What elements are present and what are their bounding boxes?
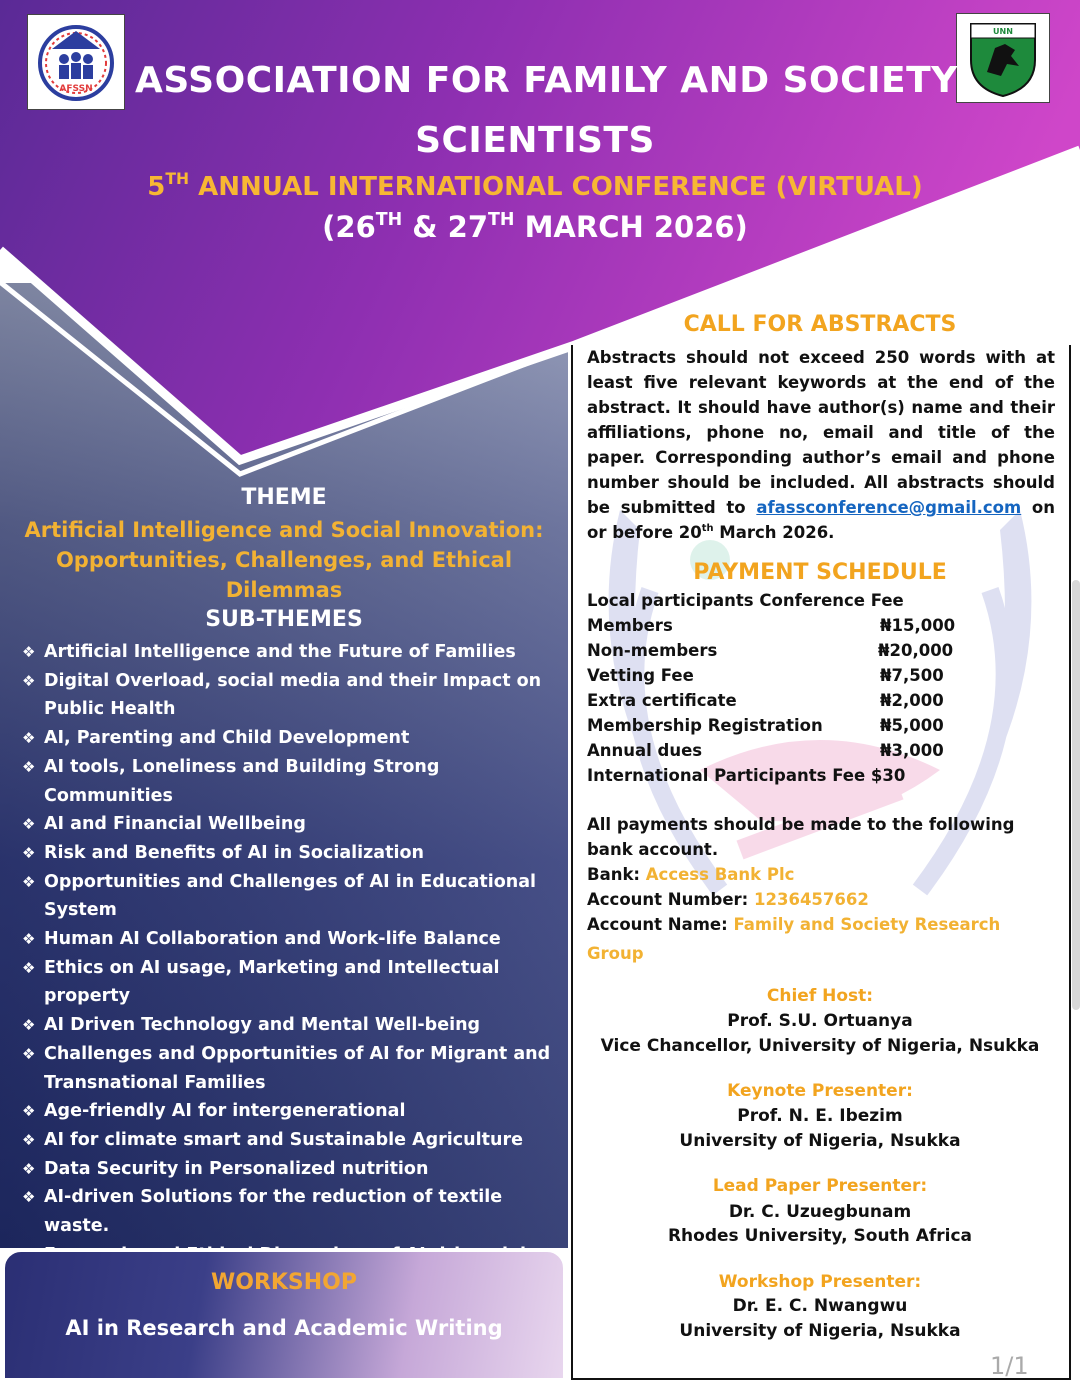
workshop-topic: AI in Research and Academic Writing	[65, 1316, 503, 1340]
bullet-icon: ❖	[22, 729, 36, 748]
university-crest-icon	[957, 14, 1049, 102]
lead-paper-affiliation: Rhodes University, South Africa	[667, 1226, 973, 1246]
subtheme-text: Age-friendly AI for intergenerational	[44, 1101, 406, 1122]
list-item	[22, 1097, 562, 1126]
conference-line	[0, 172, 1070, 202]
subthemes-heading: SUB-THEMES	[205, 607, 363, 632]
account-number-row	[587, 890, 869, 909]
fee-label-non-members: Non-members	[587, 641, 718, 660]
bank-name-row	[587, 865, 794, 884]
page-indicator: 1/1	[990, 1352, 1029, 1380]
fee-label-vetting: Vetting Fee	[587, 666, 694, 685]
bullet-icon: ❖	[22, 872, 36, 891]
workshop-presenter-affiliation: University of Nigeria, Nsukka	[679, 1321, 961, 1341]
keynote-name: Prof. N. E. Ibezim	[737, 1106, 903, 1126]
theme-heading: THEME	[241, 485, 327, 510]
submission-email-link[interactable]: afassconference@gmail.com	[756, 498, 1022, 517]
chief-host-title: Chief Host:	[766, 986, 874, 1006]
subtheme-text: Digital Overload, social media and their Impact on Public Health	[44, 670, 542, 720]
conference-name: ANNUAL INTERNATIONAL CONFERENCE (VIRTUAL)	[189, 172, 923, 202]
subtheme-text: Artificial Intelligence and the Future of Families	[44, 642, 516, 662]
chief-host-name: Prof. S.U. Ortuanya	[727, 1011, 913, 1031]
list-item	[22, 638, 562, 667]
university-logo	[956, 13, 1050, 103]
workshop-presenter-title: Workshop Presenter:	[718, 1272, 922, 1292]
list-item	[22, 810, 562, 839]
bullet-icon: ❖	[22, 671, 36, 690]
subtheme-text: Human AI Collaboration and Work-life Balance	[44, 929, 501, 950]
workshop-presenter-name: Dr. E. C. Nwangwu	[732, 1296, 908, 1316]
account-name-value-continued: Group	[587, 944, 644, 963]
chief-host-affiliation: Vice Chancellor, University of Nigeria, Nsukka	[600, 1036, 1040, 1056]
deadline-suffix: th	[701, 523, 714, 535]
bullet-icon: ❖	[22, 1044, 36, 1063]
local-fee-label: Local participants Conference Fee	[587, 591, 904, 610]
account-number-value: 1236457662	[754, 890, 869, 909]
account-name-value: Family and Society Research	[733, 915, 1001, 934]
bullet-icon: ❖	[22, 643, 36, 661]
bullet-icon: ❖	[22, 1188, 36, 1207]
payment-schedule-heading: PAYMENT SCHEDULE	[693, 560, 947, 585]
list-item	[22, 1183, 562, 1240]
subtheme-text: AI-driven Solutions for the reduction of textile waste.	[44, 1187, 503, 1237]
list-item	[22, 753, 562, 810]
conference-ordinal-suffix: TH	[165, 170, 190, 189]
subtheme-text: AI for climate smart and Sustainable Agriculture	[44, 1129, 523, 1150]
svg-text:AFSSN: AFSSN	[59, 84, 93, 94]
bullet-icon: ❖	[22, 1159, 36, 1178]
subtheme-text: Opportunities and Challenges of AI in Educational System	[44, 871, 537, 921]
fee-amount-membership-registration: ₦5,000	[880, 716, 944, 735]
list-item	[22, 1155, 562, 1184]
payment-intro-line-2: bank account.	[587, 840, 719, 859]
bank-value: Access Bank Plc	[645, 865, 795, 884]
list-item	[22, 839, 562, 868]
fee-label-extra-certificate: Extra certificate	[587, 691, 737, 710]
date-start: (26	[322, 210, 376, 244]
list-item	[22, 667, 562, 724]
bullet-icon: ❖	[22, 1016, 36, 1035]
subtheme-text: Risk and Benefits of AI in Socialization	[44, 842, 424, 863]
list-item	[22, 1040, 562, 1097]
scrollbar-handle[interactable]	[1072, 580, 1080, 1010]
subthemes-list	[22, 638, 562, 1327]
fee-amount-annual-dues: ₦3,000	[880, 741, 944, 760]
keynote-title: Keynote Presenter:	[727, 1081, 913, 1101]
conference-ordinal: 5	[147, 172, 166, 202]
theme-text-line-2: Opportunities, Challenges, and Ethical	[55, 548, 513, 572]
subtheme-text: Data Security in Personalized nutrition	[44, 1158, 429, 1179]
list-item	[22, 1011, 562, 1040]
fee-amount-members: ₦15,000	[880, 616, 956, 635]
title-line-1: ASSOCIATION FOR FAMILY AND SOCIETY	[135, 60, 958, 101]
list-item	[22, 724, 562, 753]
subtheme-text: AI tools, Loneliness and Building Strong Communities	[44, 756, 440, 806]
fee-amount-extra-certificate: ₦2,000	[880, 691, 944, 710]
bullet-icon: ❖	[22, 757, 36, 776]
bullet-icon: ❖	[22, 843, 36, 862]
international-fee: International Participants Fee $30	[587, 766, 906, 785]
fee-amount-vetting: ₦7,500	[880, 666, 944, 685]
abstract-deadline-text: on or before 20	[587, 498, 1055, 542]
workshop-heading: WORKSHOP	[210, 1270, 358, 1295]
list-item	[22, 954, 562, 1011]
fee-label-members: Members	[587, 616, 673, 635]
keynote-affiliation: University of Nigeria, Nsukka	[679, 1131, 961, 1151]
title-line-2: SCIENTISTS	[415, 120, 655, 161]
bullet-icon: ❖	[22, 1102, 36, 1121]
list-item	[22, 1126, 562, 1155]
svg-text:UNN: UNN	[993, 27, 1013, 36]
abstract-text: Abstracts should not exceed 250 words with at least five relevant keywords at the end of the abstract. It should have author(s) name and their affiliations, phone no, email and title of the paper. Corresponding author’s email and phone number should be included. All abstracts should be submitted to	[587, 348, 1055, 517]
account-name-row-continued	[587, 944, 644, 963]
lead-paper-name: Dr. C. Uzuegbunam	[728, 1202, 912, 1222]
payment-intro-line-1: All payments should be made to the following	[587, 815, 1015, 834]
conference-dates	[0, 210, 1070, 244]
date-end: & 27	[402, 210, 489, 244]
date-month-year: MARCH 2026)	[514, 210, 748, 244]
subtheme-text: AI and Financial Wellbeing	[44, 814, 306, 835]
association-logo	[27, 14, 125, 110]
account-name-label: Account Name:	[587, 915, 734, 934]
lead-paper-title: Lead Paper Presenter:	[712, 1176, 928, 1196]
bullet-icon: ❖	[22, 815, 36, 834]
bullet-icon: ❖	[22, 1130, 36, 1149]
subtheme-text: AI, Parenting and Child Development	[44, 728, 410, 749]
theme-text-line-3: Dilemmas	[225, 578, 343, 602]
fee-label-annual-dues: Annual dues	[587, 741, 703, 760]
abstract-instructions	[587, 345, 1055, 545]
subtheme-text: Ethics on AI usage, Marketing and Intellectual property	[44, 957, 500, 1007]
bullet-icon: ❖	[22, 930, 36, 949]
account-number-label: Account Number:	[587, 890, 755, 909]
abstract-deadline-end: March 2026.	[713, 523, 835, 542]
date-start-suffix: TH	[375, 209, 403, 230]
date-end-suffix: TH	[488, 209, 515, 230]
association-logo-icon	[28, 15, 124, 109]
list-item	[22, 925, 562, 954]
subtheme-text: AI Driven Technology and Mental Well-being	[44, 1015, 481, 1036]
call-for-abstracts-heading: CALL FOR ABSTRACTS	[683, 312, 957, 337]
fee-label-membership-registration: Membership Registration	[587, 716, 823, 735]
bullet-icon: ❖	[22, 958, 36, 977]
bank-label: Bank:	[587, 865, 646, 884]
theme-text-line-1: Artificial Intelligence and Social Innovation:	[24, 518, 544, 542]
fee-amount-non-members: ₦20,000	[878, 641, 954, 660]
list-item	[22, 868, 562, 925]
account-name-row	[587, 915, 1000, 934]
subtheme-text: Challenges and Opportunities of AI for Migrant and Transnational Families	[44, 1043, 551, 1093]
